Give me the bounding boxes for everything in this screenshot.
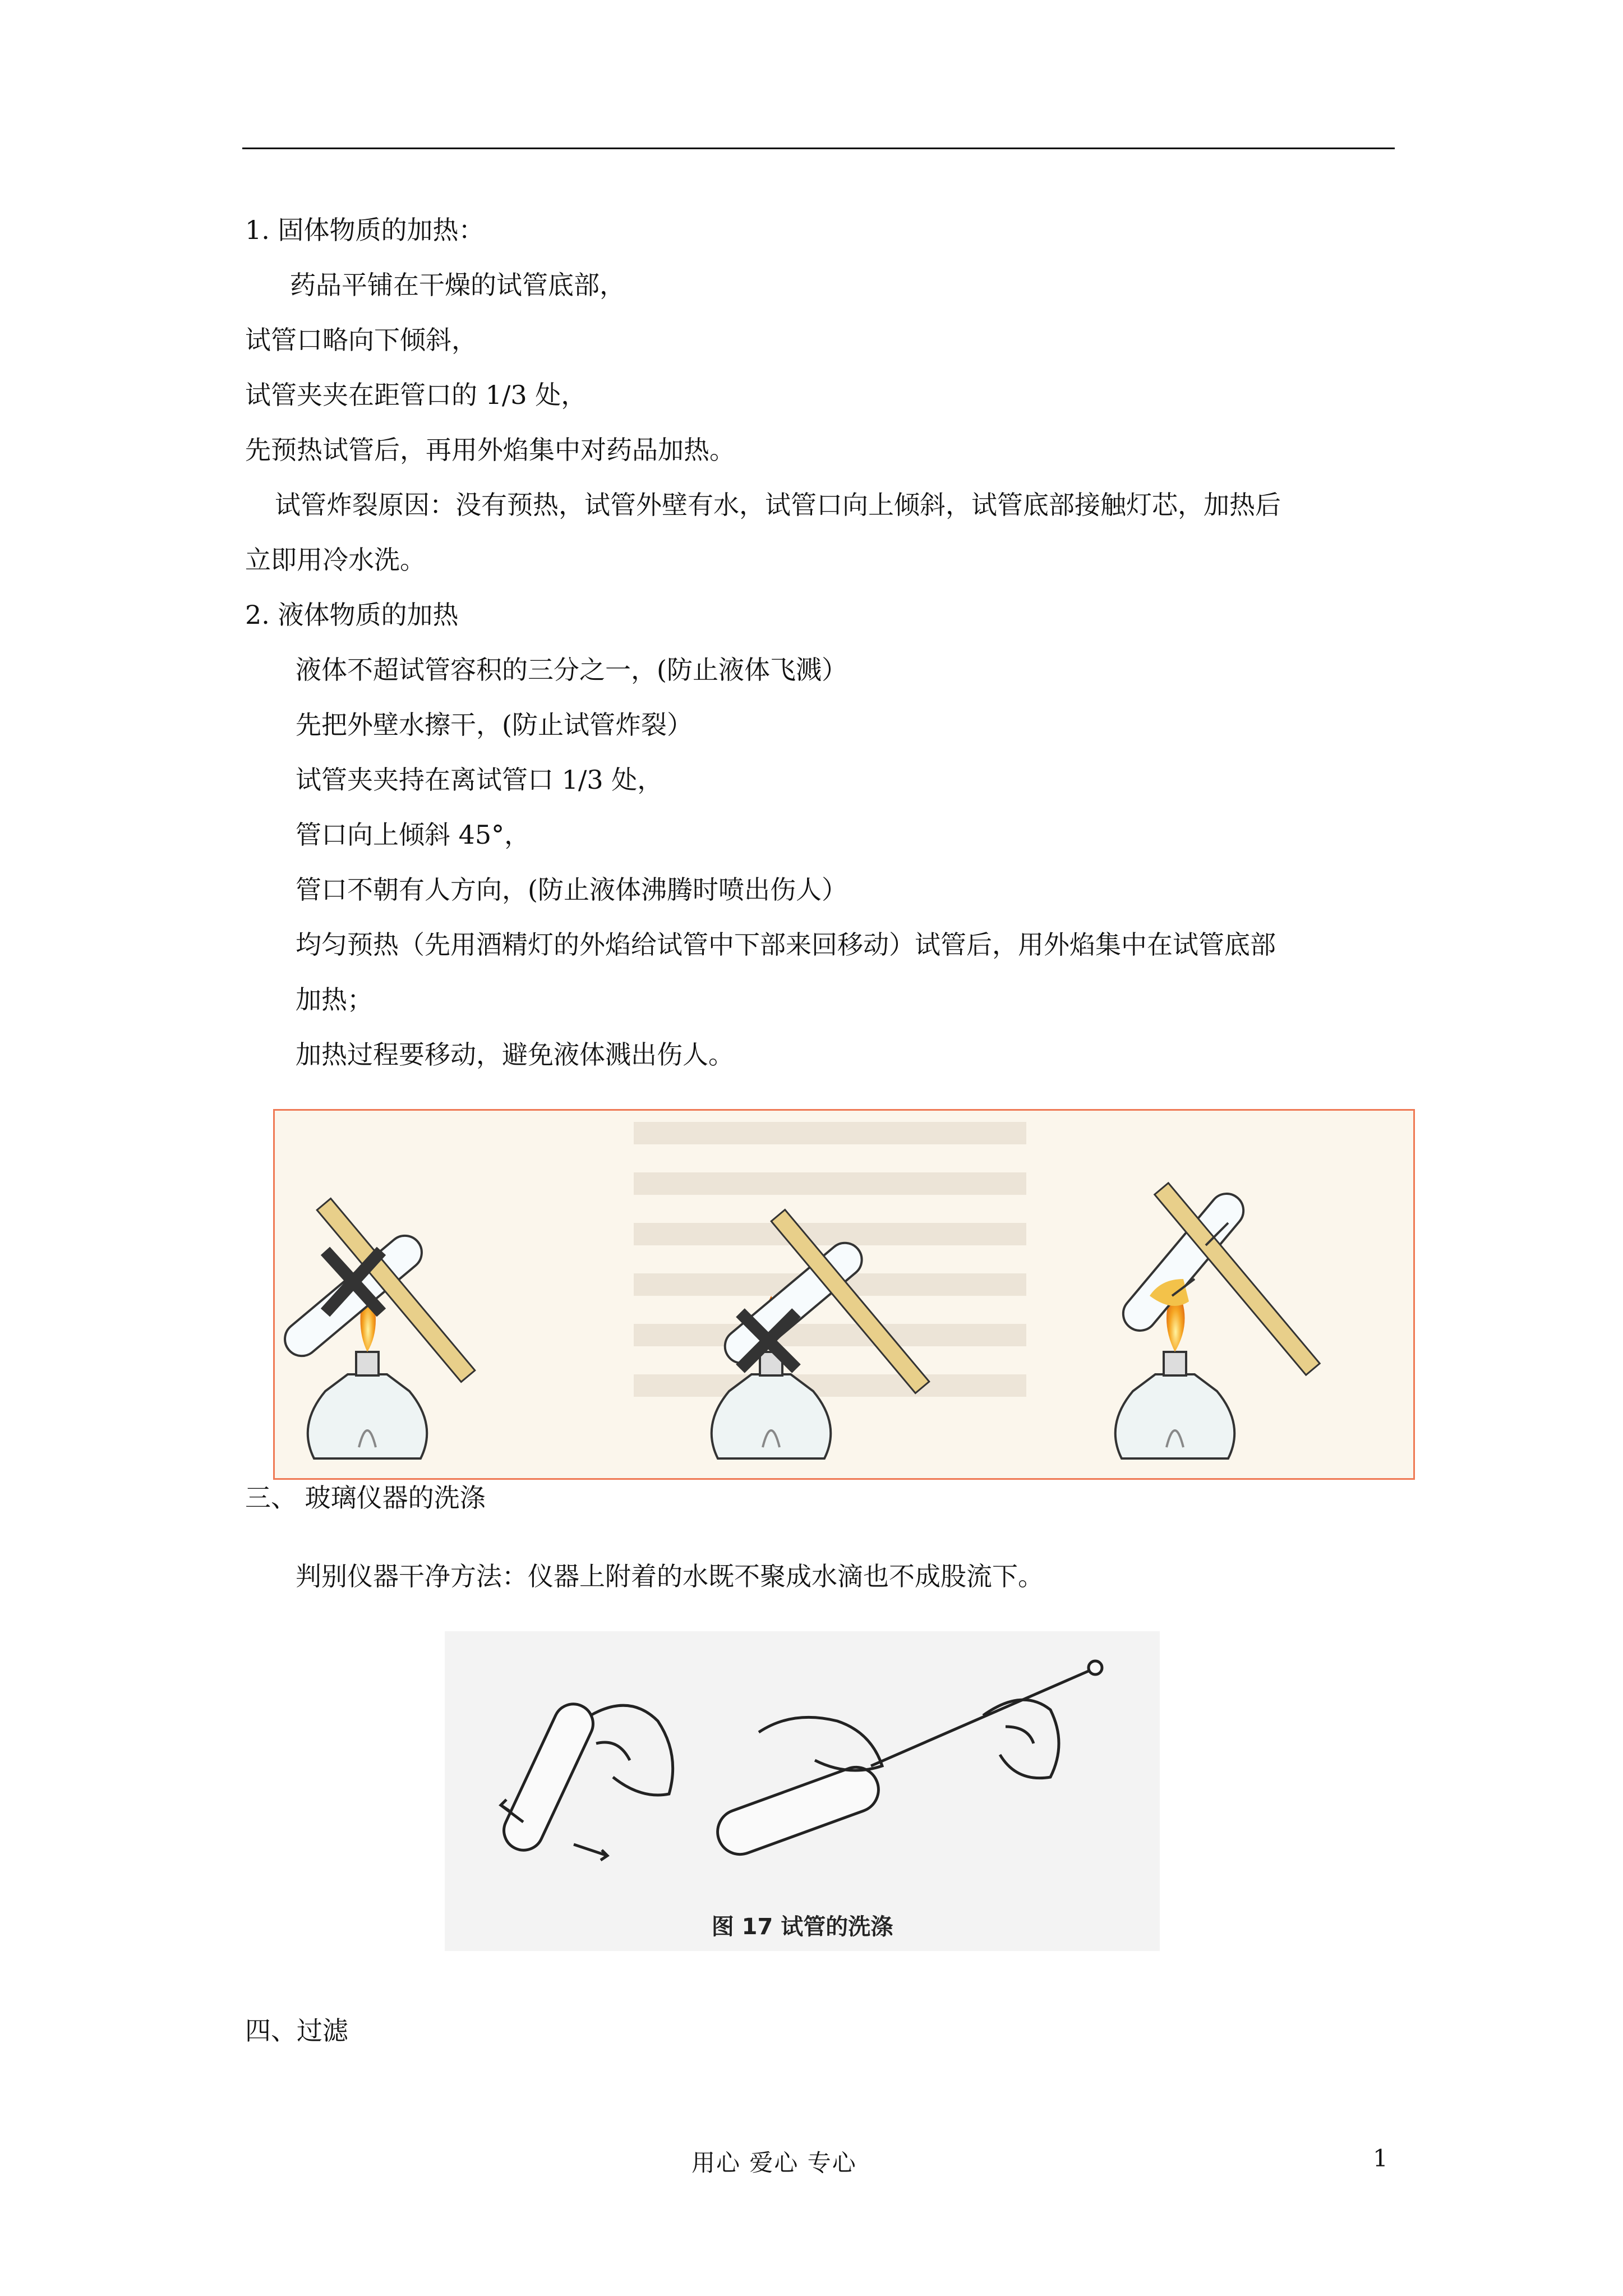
section2-line-3: 试管夹夹持在离试管口 1/3 处， bbox=[296, 765, 663, 795]
heating-liquid-figure bbox=[273, 1109, 1415, 1480]
test-tube-3 bbox=[1117, 1183, 1320, 1375]
section2-line-7: 加热； bbox=[296, 984, 373, 1015]
page-number: 1 bbox=[1373, 2145, 1388, 2172]
section1-heading: 1. 固体物质的加热： bbox=[245, 215, 485, 245]
footer-motto: 用心 爱心 专心 bbox=[691, 2149, 857, 2177]
section2-heading: 2. 液体物质的加热 bbox=[245, 600, 459, 630]
section3-line: 判别仪器干净方法：仪器上附着的水既不聚成水滴也不成股流下。 bbox=[296, 1561, 1044, 1591]
tube-washing-figure bbox=[445, 1631, 1160, 1951]
section1-line-1: 药品平铺在干燥的试管底部， bbox=[290, 270, 625, 300]
section3-heading: 三、 玻璃仪器的洗涤 bbox=[245, 1483, 486, 1513]
section2-line-5: 管口不朝有人方向，(防止液体沸腾时喷出伤人） bbox=[296, 875, 847, 905]
section1-line-4: 先预热试管后，再用外焰集中对药品加热。 bbox=[245, 435, 735, 465]
section2-line-8: 加热过程要移动，避免液体溅出伤人。 bbox=[296, 1039, 734, 1070]
section1-line-3: 试管夹夹在距管口的 1/3 处， bbox=[245, 380, 587, 410]
section2-line-4: 管口向上倾斜 45°， bbox=[296, 820, 531, 850]
section2-line-6: 均匀预热（先用酒精灯的外焰给试管中下部来回移动）试管后，用外焰集中在试管底部 bbox=[296, 930, 1276, 960]
section1-line-2: 试管口略向下倾斜， bbox=[245, 325, 477, 355]
heating-illustration bbox=[275, 1111, 1413, 1478]
section2-line-1: 液体不超试管容积的三分之一，(防止液体飞溅） bbox=[296, 655, 847, 685]
header-rule bbox=[242, 148, 1395, 149]
figure2-caption: 图 17 试管的洗涤 bbox=[711, 1914, 893, 1940]
section4-heading: 四、过滤 bbox=[245, 2016, 348, 2046]
washing-illustration bbox=[445, 1631, 1160, 1901]
brushing-tube bbox=[711, 1661, 1102, 1861]
shaking-tube bbox=[497, 1697, 673, 1860]
crack-reason-line-1: 试管炸裂原因：没有预热，试管外壁有水，试管口向上倾斜，试管底部接触灯芯，加热后 bbox=[275, 490, 1281, 520]
crack-reason-line-2: 立即用冷水洗。 bbox=[245, 545, 426, 575]
section2-line-2: 先把外壁水擦干，(防止试管炸裂） bbox=[296, 710, 693, 740]
